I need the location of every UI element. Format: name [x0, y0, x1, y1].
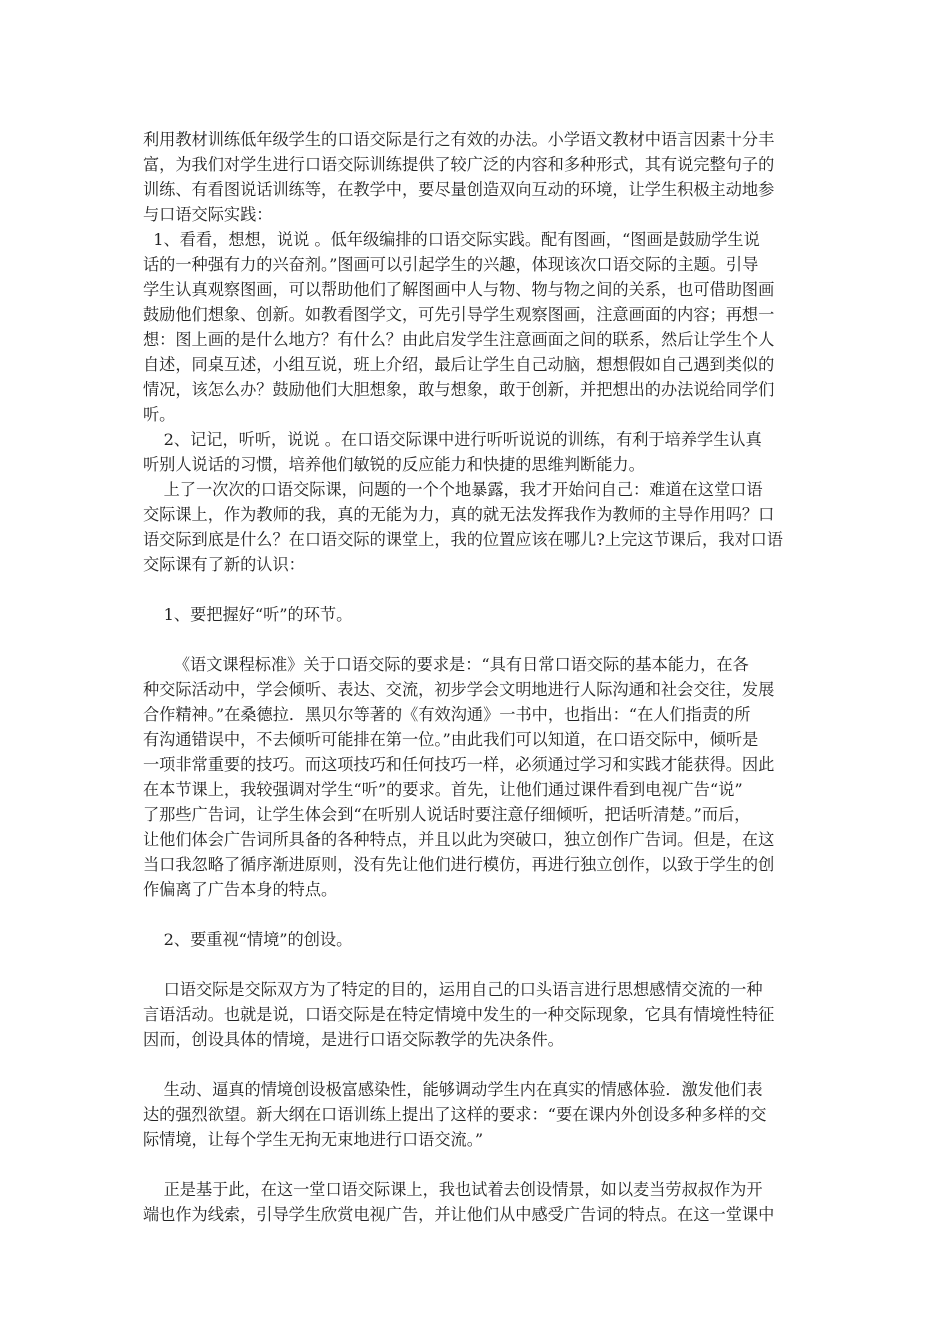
text-line: 生动、逼真的情境创设极富感染性，能够调动学生内在真实的情感体验．激发他们表	[143, 1080, 763, 1099]
text-line: 听别人说话的习惯，培养他们敏锐的反应能力和快捷的思维判断能力。	[143, 455, 645, 474]
text-line: 有沟通错误中，不去倾听可能排在第一位。”由此我们可以知道，在口语交际中，倾听是	[143, 730, 759, 749]
text-line: 当口我忽略了循序渐进原则，没有先让他们进行模仿，再进行独立创作，以致于学生的创	[143, 855, 775, 874]
text-line: 让他们体会广告词所具备的各种特点，并且以此为突破口，独立创作广告词。但是，在这	[143, 830, 775, 849]
text-line: 想：图上画的是什么地方？有什么？由此启发学生注意画面之间的联系，然后让学生个人	[143, 330, 775, 349]
text-line: 《语文课程标准》关于口语交际的要求是：“具有日常口语交际的基本能力，在各	[143, 655, 749, 674]
text-line: 作偏离了广告本身的特点。	[143, 880, 338, 899]
text-line: 交际课上，作为教师的我，真的无能为力，真的就无法发挥我作为教师的主导作用吗？口	[143, 505, 775, 524]
text-line: 言语活动。也就是说，口语交际是在特定情境中发生的一种交际现象，它具有情境性特征	[143, 1005, 775, 1024]
text-line: 交际课有了新的认识：	[143, 555, 305, 574]
text-line: 话的一种强有力的兴奋剂。”图画可以引起学生的兴趣，体现该次口语交际的主题。引导	[143, 255, 759, 274]
text-line: 1、看看，想想，说说 。低年级编排的口语交际实践。配有图画，“图画是鼓励学生说	[143, 230, 760, 249]
text-line: 学生认真观察图画，可以帮助他们了解图画中人与物、物与物之间的关系，也可借助图画	[143, 280, 775, 299]
text-line: 种交际活动中，学会倾听、表达、交流，初步学会文明地进行人际沟通和社会交往，发展	[143, 680, 775, 699]
text-line: 因而，创设具体的情境，是进行口语交际教学的先决条件。	[143, 1030, 564, 1049]
text-line: 端也作为线索，引导学生欣赏电视广告，并让他们从中感受广告词的特点。在这一堂课中	[143, 1205, 775, 1224]
text-line: 自述，同桌互述，小组互说，班上介绍，最后让学生自己动脑，想想假如自己遇到类似的	[143, 355, 775, 374]
text-line: 达的强烈欲望。新大纲在口语训练上提出了这样的要求：“要在课内外创设多种多样的交	[143, 1105, 767, 1124]
text-line: 2、记记，听听，说说 。在口语交际课中进行听听说说的训练，有利于培养学生认真	[143, 430, 762, 449]
text-line: 训练、有看图说话训练等，在教学中，要尽量创造双向互动的环境，让学生积极主动地参	[143, 180, 775, 199]
section-heading: 2、要重视“情境”的创设。	[143, 930, 353, 949]
text-line: 听。	[143, 405, 176, 424]
text-line: 正是基于此，在这一堂口语交际课上，我也试着去创设情景，如以麦当劳叔叔作为开	[143, 1180, 763, 1199]
text-line: 了那些广告词，让学生体会到“在听别人说话时要注意仔细倾听，把话听清楚。”而后，	[143, 805, 751, 824]
text-line: 利用教材训练低年级学生的口语交际是行之有效的办法。小学语文教材中语言因素十分丰	[143, 130, 775, 149]
text-line: 情况，该怎么办？鼓励他们大胆想象，敢与想象，敢于创新，并把想出的办法说给同学们	[143, 380, 775, 399]
text-line: 鼓励他们想象、创新。如教看图学文，可先引导学生观察图画，注意画面的内容；再想一	[143, 305, 775, 324]
section-heading: 1、要把握好“听”的环节。	[143, 605, 353, 624]
text-line: 一项非常重要的技巧。而这项技巧和任何技巧一样，必须通过学习和实践才能获得。因此	[143, 755, 775, 774]
text-line: 与口语交际实践：	[143, 205, 273, 224]
text-line: 语交际到底是什么？在口语交际的课堂上，我的位置应该在哪儿?上完这节课后，我对口语	[143, 530, 783, 549]
text-line: 富，为我们对学生进行口语交际训练提供了较广泛的内容和多种形式，其有说完整句子的	[143, 155, 775, 174]
text-line: 在本节课上，我较强调对学生“听”的要求。首先，让他们通过课件看到电视广告“说”	[143, 780, 743, 799]
text-line: 合作精神。”在桑德拉．黑贝尔等著的《有效沟通》一书中，也指出：“在人们指责的所	[143, 705, 751, 724]
text-line: 际情境，让每个学生无拘无束地进行口语交流。”	[143, 1130, 484, 1149]
text-line: 上了一次次的口语交际课，问题的一个个地暴露，我才开始问自己：难道在这堂口语	[143, 480, 763, 499]
text-line: 口语交际是交际双方为了特定的目的，运用自己的口头语言进行思想感情交流的一种	[143, 980, 763, 999]
